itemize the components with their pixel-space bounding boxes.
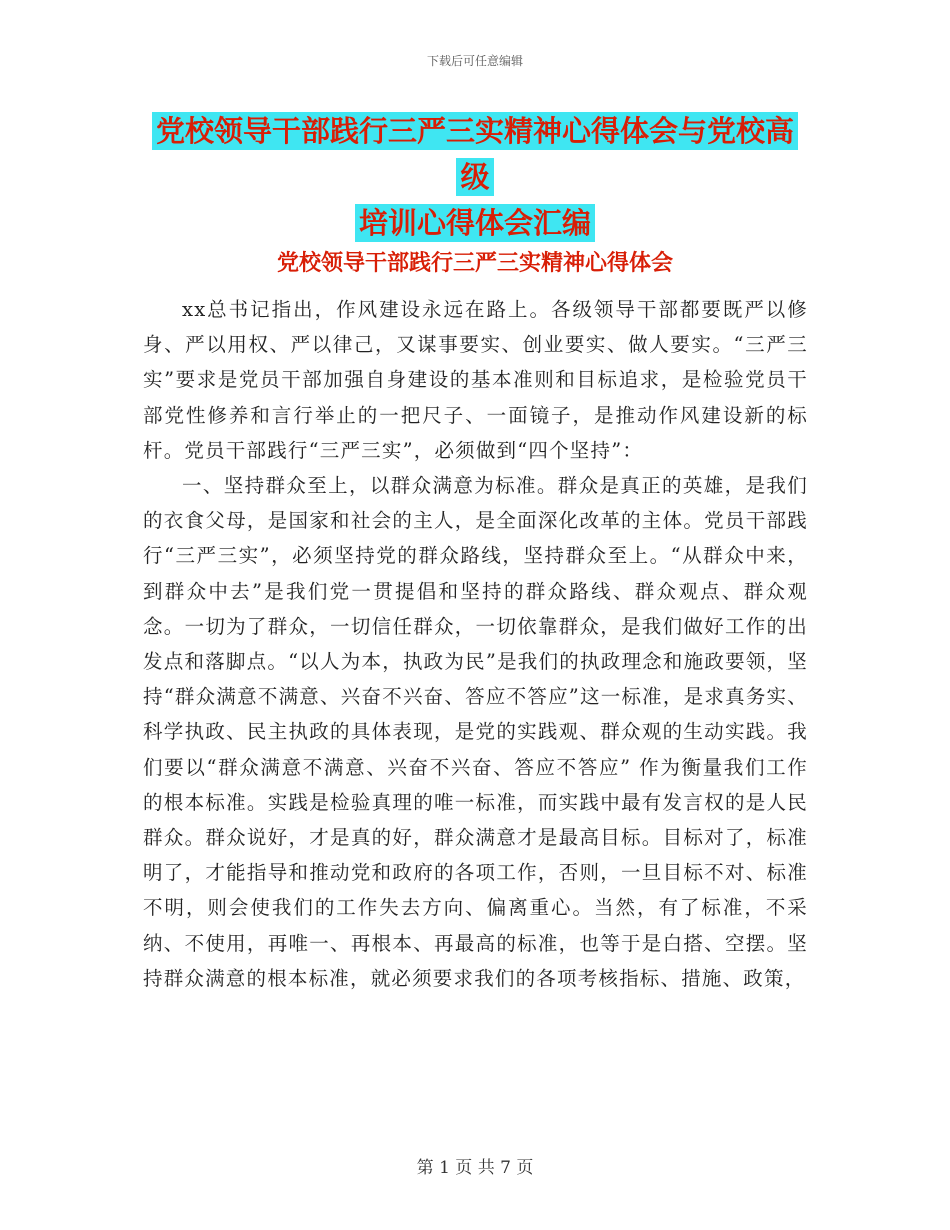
section-title: 党校领导干部践行三严三实精神心得体会	[276, 251, 673, 276]
body-text	[143, 292, 808, 996]
document-title	[150, 108, 800, 246]
document-title-line-2: 培训心得体会汇编	[355, 204, 595, 242]
document-title-line-1: 党校领导干部践行三严三实精神心得体会与党校高级	[152, 112, 798, 196]
page-footer: 第 1 页 共 7 页	[416, 1158, 534, 1178]
paragraph: xx总书记指出，作风建设永远在路上。各级领导干部都要既严以修身、严以用权、严以律己，又谋事要实、创业要实、做人要实。“三严三实”要求是党员干部加强自身建设的基本准则和目标追求，是检验党员干部党性修养和言行举止的一把尺子、一面镜子，是推动作风建设新的标杆。党员干部践行“三严三实”，必须做到“四个坚持”：	[143, 298, 808, 462]
header-note: 下载后可任意编辑	[426, 54, 523, 68]
paragraph: 一、坚持群众至上，以群众满意为标准。群众是真正的英雄，是我们的衣食父母，是国家和社会的主人，是全面深化改革的主体。党员干部践行“三严三实”，必须坚持党的群众路线，坚持群众至上。“从群众中来，到群众中去”是我们党一贯提倡和坚持的群众路线、群众观点、群众观念。一切为了群众，一切信任群众，一切依靠群众，是我们做好工作的出发点和落脚点。“以人为本，执政为民”是我们的执政理念和施政要领，坚持“群众满意不满意、兴奋不兴奋、答应不答应”这一标准，是求真务实、科学执政、民主执政的具体表现，是党的实践观、群众观的生动实践。我们要以“群众满意不满意、兴奋不兴奋、答应不答应” 作为衡量我们工作的根本标准。实践是检验真理的唯一标准，而实践中最有发言权的是人民群众。群众说好，才是真的好，群众满意才是最高目标。目标对了，标准明了，才能指导和推动党和政府的各项工作，否则，一旦目标不对、标准不明，则会使我们的工作失去方向、偏离重心。当然，有了标准，不采纳、不使用，再唯一、再根本、再最高的标准，也等于是白搭、空摆。坚持群众满意的根本标准，就必须要求我们的各项考核指标、措施、政策，	[143, 474, 808, 990]
